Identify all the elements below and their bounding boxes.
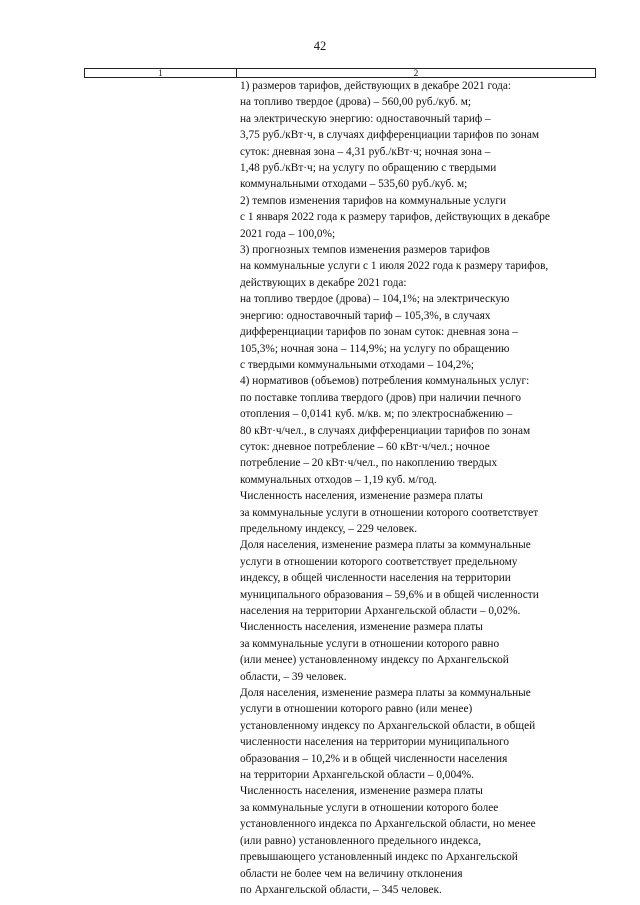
text-line: на электрическую энергию: одноставочный тариф – [240, 112, 491, 125]
text-line: установленному индексу по Архангельской области, в общей [240, 719, 536, 732]
text-line: на территории Архангельской области – 0,004%. [240, 769, 474, 782]
text-line: коммунальными отходами – 535,60 руб./куб. м; [240, 178, 468, 191]
table-header-col-1: 1 [85, 69, 237, 77]
text-line: (или равно) установленного предельного индекса, [240, 834, 482, 847]
text-line: индексу, в общей численности населения на территории [240, 572, 511, 585]
text-line: за коммунальные услуги в отношении которого соответствует [240, 506, 539, 519]
text-line: 2021 года – 100,0%; [240, 227, 336, 240]
text-line: суток: дневная зона – 4,31 руб./кВт·ч; ночная зона – [240, 145, 491, 158]
text-line: 3) прогнозных темпов изменения размеров тарифов [240, 244, 490, 257]
text-line: за коммунальные услуги в отношении которого равно [240, 637, 500, 650]
text-line: 80 кВт·ч/чел., в случаях дифференциации тарифов по зонам [240, 424, 531, 437]
text-line: на коммунальные услуги с 1 июля 2022 года к размеру тарифов, [240, 260, 549, 273]
text-line: населения на территории Архангельской области – 0,02%. [240, 605, 521, 617]
text-line: Численность населения, изменение размера платы [240, 621, 483, 634]
text-line: Доля населения, изменение размера платы за коммунальные [240, 539, 531, 552]
text-line: действующих в декабре 2021 года: [240, 276, 407, 289]
text-line: предельному индексу, – 229 человек. [240, 522, 418, 535]
text-line: потребление – 20 кВт·ч/чел., по накоплению твердых [240, 457, 498, 470]
text-line: муниципального образования – 59,6% и в общей численности [240, 588, 539, 601]
text-line: области не более чем на величину отклонения [240, 867, 463, 880]
text-line: коммунальных отходов – 1,19 куб. м/год. [240, 473, 437, 486]
document-body-text [240, 78, 602, 898]
text-line: за коммунальные услуги в отношении которого более [240, 801, 499, 814]
text-line: на топливо твердое (дрова) – 560,00 руб./куб. м; [240, 96, 472, 109]
text-line: области, – 39 человек. [240, 670, 347, 683]
text-line: Доля населения, изменение размера платы за коммунальные [240, 687, 531, 700]
text-line: 4) нормативов (объемов) потребления коммунальных услуг: [240, 375, 530, 388]
text-line: услуги в отношении которого соответствует предельному [240, 555, 518, 568]
text-line: суток: дневное потребление – 60 кВт·ч/чел.; ночное [240, 440, 490, 453]
text-line: 3,75 руб./кВт·ч, в случаях дифференциации тарифов по зонам [240, 129, 540, 142]
table-header-row [84, 68, 596, 78]
text-line: энергию: одноставочный тариф – 105,3%, в случаях [240, 309, 491, 322]
text-line: 1) размеров тарифов, действующих в декабре 2021 года: [240, 80, 512, 92]
text-line: по Архангельской области, – 345 человек. [240, 883, 442, 896]
text-line: превышающего установленный индекс по Архангельской [240, 851, 518, 864]
text-line: 2) темпов изменения тарифов на коммунальные услуги [240, 194, 507, 207]
text-line: отопления – 0,0141 куб. м/кв. м; по электроснабжению – [240, 408, 513, 421]
text-line: Численность населения, изменение размера платы [240, 490, 483, 503]
text-line: образования – 10,2% и в общей численности населения [240, 752, 508, 765]
text-line: услуги в отношении которого равно (или менее) [240, 703, 473, 716]
text-line: 105,3%; ночная зона – 114,9%; на услугу по обращению [240, 342, 510, 355]
text-line: с твердыми коммунальными отходами – 104,2%; [240, 358, 475, 371]
page-number: 42 [313, 39, 327, 53]
table-header-col-2: 2 [413, 68, 419, 78]
text-line: по поставке топлива твердого (дров) при наличии печного [240, 391, 521, 404]
text-line: численности населения на территории муниципального [240, 736, 510, 749]
text-line: 1,48 руб./кВт·ч; на услугу по обращению с твердыми [240, 162, 497, 175]
text-line: дифференциации тарифов по зонам суток: дневная зона – [240, 326, 518, 339]
text-line: с 1 января 2022 года к размеру тарифов, действующих в декабре [240, 211, 550, 224]
text-line: на топливо твердое (дрова) – 104,1%; на электрическую [240, 293, 510, 306]
text-line: установленного индекса по Архангельской области, но менее [240, 818, 536, 831]
text-line: Численность населения, изменение размера платы [240, 785, 483, 798]
text-line: (или менее) установленному индексу по Архангельской [240, 654, 509, 667]
